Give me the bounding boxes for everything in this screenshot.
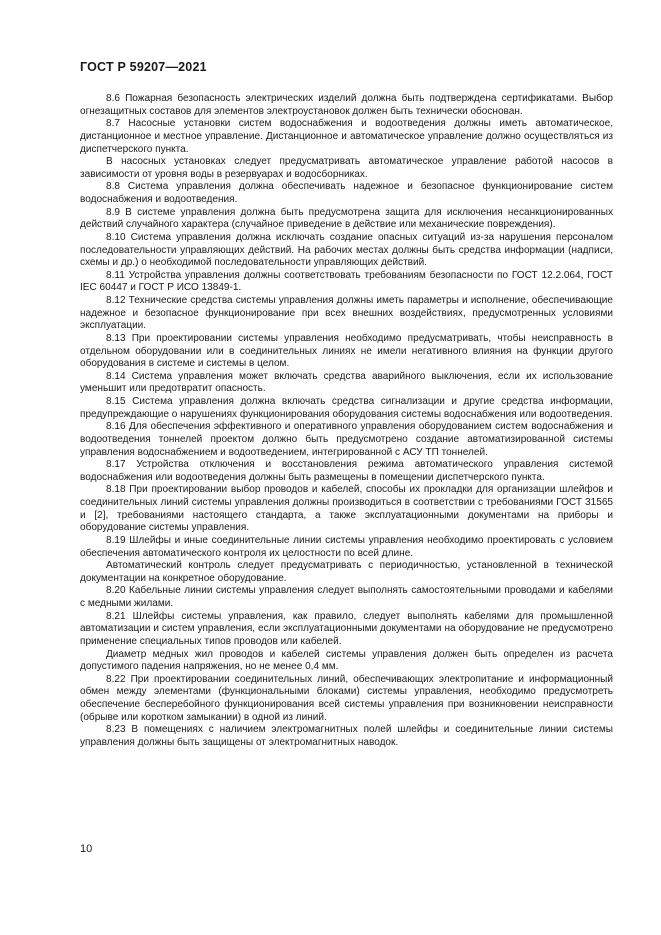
- paragraph-8-20: 8.20 Кабельные линии системы управления следует выполнять самостоятельными проводами и кабелями с медными жилами.: [80, 585, 613, 609]
- paragraph-8-9: 8.9 В системе управления должна быть предусмотрена защита для исключения несанкционированных действий случайного характера (случайное приведение в действие или механические повреждения).: [80, 206, 613, 231]
- paragraph-8-10: 8.10 Система управления должна исключать создание опасных ситуаций из-за нарушения персоналом последовательности управляющих действий. На рабочих местах должны быть средства информации (надписи, схемы и др.) о необходимой последовательности управляющих действий.: [80, 231, 613, 269]
- paragraph-8-12: 8.12 Технические средства системы управления должны иметь параметры и исполнение, обеспечивающие надежное и безопасное функционирование при всех внешних воздействиях, предусмотренных условиями эксплуатации.: [80, 295, 613, 332]
- paragraph-8-7-cont: В насосных установках следует предусматривать автоматическое управление работой насосов в зависимости от уровня воды в резервуарах и водосборниках.: [80, 156, 613, 180]
- paragraph-8-21: 8.21 Шлейфы системы управления, как правило, следует выполнять кабелями для промышленной автоматизации и систем управления, если эксплуатационными документами на оборудование не предусмотрено применение специальных типов проводов или кабелей.: [80, 610, 613, 647]
- paragraph-8-22: 8.22 При проектировании соединительных линий, обеспечивающих электропитание и информационный обмен между элементами (функциональными блоками) системы управления, необходимо предусмотреть обеспечение бесперебойного функционирования всей системы управления при возникновении неисправности (обрыве или коротком замыкании) в одной из линий.: [80, 673, 613, 723]
- paragraph-8-19: 8.19 Шлейфы и иные соединительные линии системы управления необходимо проектировать с условием обеспечения автоматического контроля их целостности по всей длине.: [80, 534, 613, 559]
- paragraph-8-17: 8.17 Устройства отключения и восстановления режима автоматического управления системой водоснабжения или водоотведения должны быть размещены в помещении диспетчерского пункта.: [80, 459, 613, 483]
- standard-header: ГОСТ Р 59207—2021: [80, 60, 207, 74]
- paragraph-8-13: 8.13 При проектировании системы управления необходимо предусматривать, чтобы неисправность в отдельном оборудовании или в соединительных линиях не имели негативного влияния на функции другого оборудования в системе и системы в целом.: [80, 332, 613, 370]
- paragraph-8-6: 8.6 Пожарная безопасность электрических изделий должна быть подтверждена сертификатами. Выбор огнезащитных составов для элементов электроустановок должен быть технически обоснован.: [80, 93, 613, 117]
- paragraph-8-16: 8.16 Для обеспечения эффективного и оперативного управления оборудованием систем водоснабжения и водоотведения тоннелей проектом должно быть предусмотрено создание автоматизированной системы управления водоснабжением и водоотведением, интегрированной с АСУ ТП тоннелей.: [80, 421, 613, 458]
- paragraph-8-21-cont: Диаметр медных жил проводов и кабелей системы управления должен быть определен из расчета допустимого падения напряжения, но не менее 0,4 мм.: [80, 648, 613, 673]
- paragraph-8-14: 8.14 Система управления может включать средства аварийного выключения, если их использование уменьшит или предотвратит опасность.: [80, 370, 613, 395]
- paragraph-8-23: 8.23 В помещениях с наличием электромагнитных полей шлейфы и соединительные линии системы управления должны быть защищены от электромагнитных наводок.: [80, 724, 613, 748]
- paragraph-8-7: 8.7 Насосные установки систем водоснабжения и водоотведения должны иметь автоматическое, дистанционное и местное управление. Дистанционное и автоматическое управление должно осуществляться из диспетчерского пункта.: [80, 118, 613, 155]
- body-text: [80, 93, 613, 750]
- page-number: 10: [80, 843, 93, 855]
- paragraph-8-8: 8.8 Система управления должна обеспечивать надежное и безопасное функционирование систем водоснабжения и водоотведения.: [80, 181, 613, 205]
- paragraph-8-11: 8.11 Устройства управления должны соответствовать требованиям безопасности по ГОСТ 12.2.064, ГОСТ IEC 60447 и ГОСТ Р ИСО 13849-1.: [80, 269, 613, 294]
- paragraph-8-18: 8.18 При проектировании выбор проводов и кабелей, способы их прокладки для организации шлейфов и соединительных линий системы управления должны производиться в соответствии с требованиями ГОСТ 31565 и [2], требованиями настоящего стандарта, а также эксплуатационными документами на приборы и оборудование системы управления.: [80, 484, 613, 534]
- paragraph-8-15: 8.15 Система управления должна включать средства сигнализации и другие средства информации, предупреждающие о нарушениях функционирования оборудования системы водоснабжения или водоотведения.: [80, 396, 613, 420]
- paragraph-8-19-cont: Автоматический контроль следует предусматривать с периодичностью, установленной в технической документации на конкретное оборудование.: [80, 560, 613, 584]
